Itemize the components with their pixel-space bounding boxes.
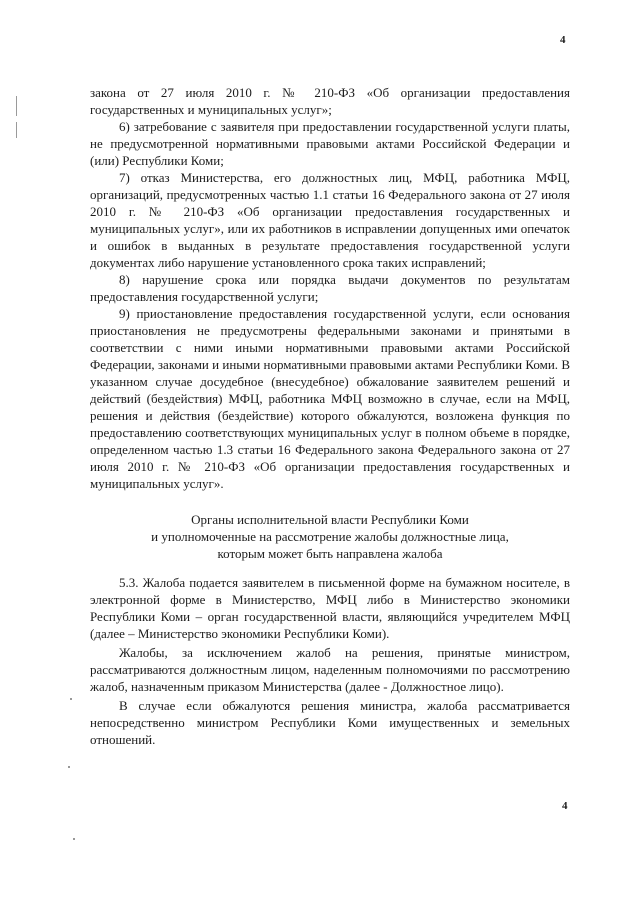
section-heading-line: которым может быть направлена жалоба	[217, 546, 443, 561]
section-heading-line: и уполномоченные на рассмотрение жалобы должностные лица,	[151, 529, 509, 544]
paragraph-continuation: закона от 27 июля 2010 г. № 210-ФЗ «Об организации предоставления государственных и муниципальных услуг»;	[90, 85, 570, 117]
scan-speck	[73, 838, 75, 840]
scan-margin-mark	[16, 96, 17, 116]
scan-margin-mark	[16, 122, 17, 138]
paragraph-item-6: 6) затребование с заявителя при предоставлении государственной услуги платы, не предусмотренной нормативными правовыми актами Российской Федерации и (или) Республики Коми;	[90, 119, 570, 168]
page-number-bottom: 4	[562, 800, 568, 812]
document-body	[90, 84, 570, 492]
section-heading	[90, 511, 570, 562]
scan-speck	[70, 698, 72, 700]
paragraph-complaints: Жалобы, за исключением жалоб на решения, принятые министром, рассматриваются должностным лицом, наделенным полномочиями по рассмотрению жалоб, назначенным приказом Министерства (далее - Должностное лицо).	[90, 645, 570, 694]
paragraph-item-9: 9) приостановление предоставления государственной услуги, если основания приостановления не предусмотрены федеральными законами и принятыми в соответствии с ними иными нормативными правовыми актами Российской Федерации, законами и иными нормативными правовыми актами Республики Коми. В указанном случае досудебное (внесудебное) обжалование заявителем решений и действий (бездействия) МФЦ, работника МФЦ возможно в случае, если на МФЦ, решения и действия (бездействие) которого обжалуются, возложена функция по предоставлению соответствующих муниципальных услуг в полном объеме в порядке, определенном частью 1.3 статьи 16 Федерального закона Федерального закона от 27 июля 2010 г. № 210-ФЗ «Об организации предоставления государственных и муниципальных услуг».	[90, 306, 570, 491]
paragraph-item-8: 8) нарушение срока или порядка выдачи документов по результатам предоставления государственной услуги;	[90, 272, 570, 304]
section-5-3-body	[90, 574, 570, 748]
paragraph-5-3: 5.3. Жалоба подается заявителем в письменной форме на бумажном носителе, в электронной форме в Министерство, МФЦ либо в Министерство экономики Республики Коми – орган государственной власти, являющийся учредителем МФЦ (далее – Министерство экономики Республики Коми).	[90, 575, 570, 641]
paragraph-minister-decisions: В случае если обжалуются решения министра, жалоба рассматривается непосредственно министром Республики Коми имущественных и земельных отношений.	[90, 698, 570, 747]
section-heading-line: Органы исполнительной власти Республики Коми	[191, 512, 469, 527]
paragraph-item-7: 7) отказ Министерства, его должностных лиц, МФЦ, работника МФЦ, организаций, предусмотренных частью 1.1 статьи 16 Федерального закона от 27 июля 2010 г. № 210-ФЗ «Об организации предоставления государственных и муниципальных услуг», или их работников в исправлении допущенных ими опечаток и ошибок в выданных в результате предоставления государственной услуги документах либо нарушение установленного срока таких исправлений;	[90, 170, 570, 270]
page-number-top: 4	[560, 34, 566, 46]
scan-speck	[68, 766, 70, 768]
